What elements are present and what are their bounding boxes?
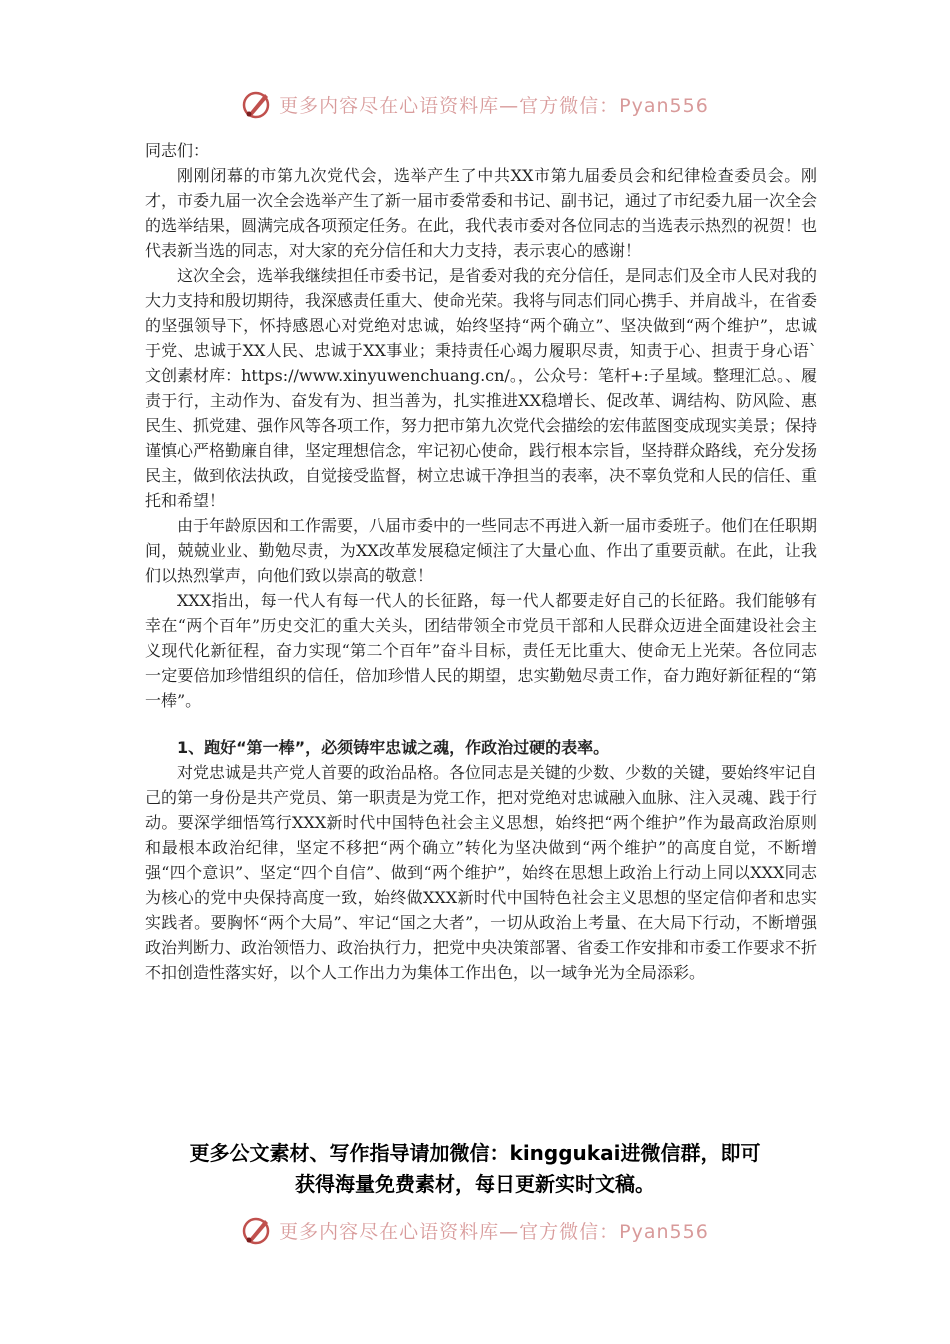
- section-paragraph: 对党忠诚是共产党人首要的政治品格。各位同志是关键的少数、少数的关键，要始终牢记自己的第一身份是共产党员、第一职责是为党工作，把对党绝对忠诚融入血脉、注入灵魂、践于行动。要深学细悟笃行XXX新时代中国特色社会主义思想，始终把“两个维护”作为最高政治原则和最根本政治纪律，坚定不移把“两个确立”转化为坚决做到“两个维护”的高度自觉，不断增强“四个意识”、坚定“四个自信”、做到“两个维护”，始终在思想上政治上行动上同以XXX同志为核心的党中央保持高度一致，始终做XXX新时代中国特色社会主义思想的坚定信仰者和忠实实践者。要胸怀“两个大局”、牢记“国之大者”，一切从政治上考量、在大局下行动，不断增强政治判断力、政治领悟力、政治执行力，把党中央决策部署、省委工作安排和市委工作要求不折不扣创造性落实好，以个人工作出力为集体工作出色，以一域争光为全局添彩。: [145, 763, 818, 982]
- header-banner: [0, 86, 950, 122]
- section-heading: 1、跑好“第一棒”，必须铸牢忠诚之魂，作政治过硬的表率。: [177, 738, 610, 757]
- promo-line-2: 获得海量免费素材，每日更新实时文稿。: [295, 1172, 655, 1196]
- footer-banner-text: 更多内容尽在心语资料库—官方微信：Pyan556: [279, 1220, 709, 1243]
- header-banner-text: 更多内容尽在心语资料库—官方微信：Pyan556: [279, 94, 709, 117]
- document-body: [145, 138, 817, 985]
- paragraph: 这次全会，选举我继续担任市委书记，是省委对我的充分信任，是同志们及全市人民对我的大力支持和殷切期待，我深感责任重大、使命光荣。我将与同志们同心携手、并肩战斗，在省委的坚强领导下，怀持感恩心对党绝对忠诚，始终坚持“两个确立”、坚决做到“两个维护”，忠诚于党、忠诚于XX人民、忠诚于XX事业；秉持责任心竭力履职尽责，知责于心、担责于身心语`文创素材库：https://www.xinyuwenchuang.cn/。，公众号：笔杆+:子星域。整理汇总。、履责于行，主动作为、奋发有为、担当善为，扎实推进XX稳增长、促改革、调结构、防风险、惠民生、抓党建、强作风等各项工作，努力把市第九次党代会描绘的宏伟蓝图变成现实美景；保持谨慎心严格勤廉自律，坚定理想信念，牢记初心使命，践行根本宗旨，坚持群众路线，充分发扬民主，做到依法执政，自觉接受监督，树立忠诚干净担当的表率，决不辜负党和人民的信任、重托和希望！: [145, 266, 818, 510]
- paragraph: 刚刚闭幕的市第九次党代会，选举产生了中共XX市第九届委员会和纪律检查委员会。刚才，市委九届一次全会选举产生了新一届市委常委和书记、副书记，通过了市纪委九届一次全会的选举结果，圆满完成各项预定任务。在此，我代表市委对各位同志的当选表示热烈的祝贺！也代表新当选的同志，对大家的充分信任和大力支持，表示衷心的感谢！: [145, 166, 818, 260]
- salutation: 同志们：: [145, 141, 210, 160]
- paragraph: XXX指出，每一代人有每一代人的长征路，每一代人都要走好自己的长征路。我们能够有幸在“两个百年”历史交汇的重大关头，团结带领全市党员干部和人民群众迈进全面建设社会主义现代化新征程，奋力实现“第二个百年”奋斗目标，责任无比重大、使命无上光荣。各位同志一定要倍加珍惜组织的信任，倍加珍惜人民的期望，忠实勤勉尽责工作，奋力跑好新征程的“第一棒”。: [145, 591, 817, 710]
- promo-line-1: 更多公文素材、写作指导请加微信：kinggukai进微信群，即可: [189, 1141, 761, 1165]
- pen-brush-icon: [241, 88, 273, 120]
- promo-notice: [100, 1138, 850, 1200]
- footer-banner: [0, 1212, 950, 1248]
- pen-brush-icon: [241, 1214, 273, 1246]
- paragraph: 由于年龄原因和工作需要，八届市委中的一些同志不再进入新一届市委班子。他们在任职期间，兢兢业业、勤勉尽责，为XX改革发展稳定倾注了大量心血、作出了重要贡献。在此，让我们以热烈掌声，向他们致以崇高的敬意！: [145, 516, 818, 585]
